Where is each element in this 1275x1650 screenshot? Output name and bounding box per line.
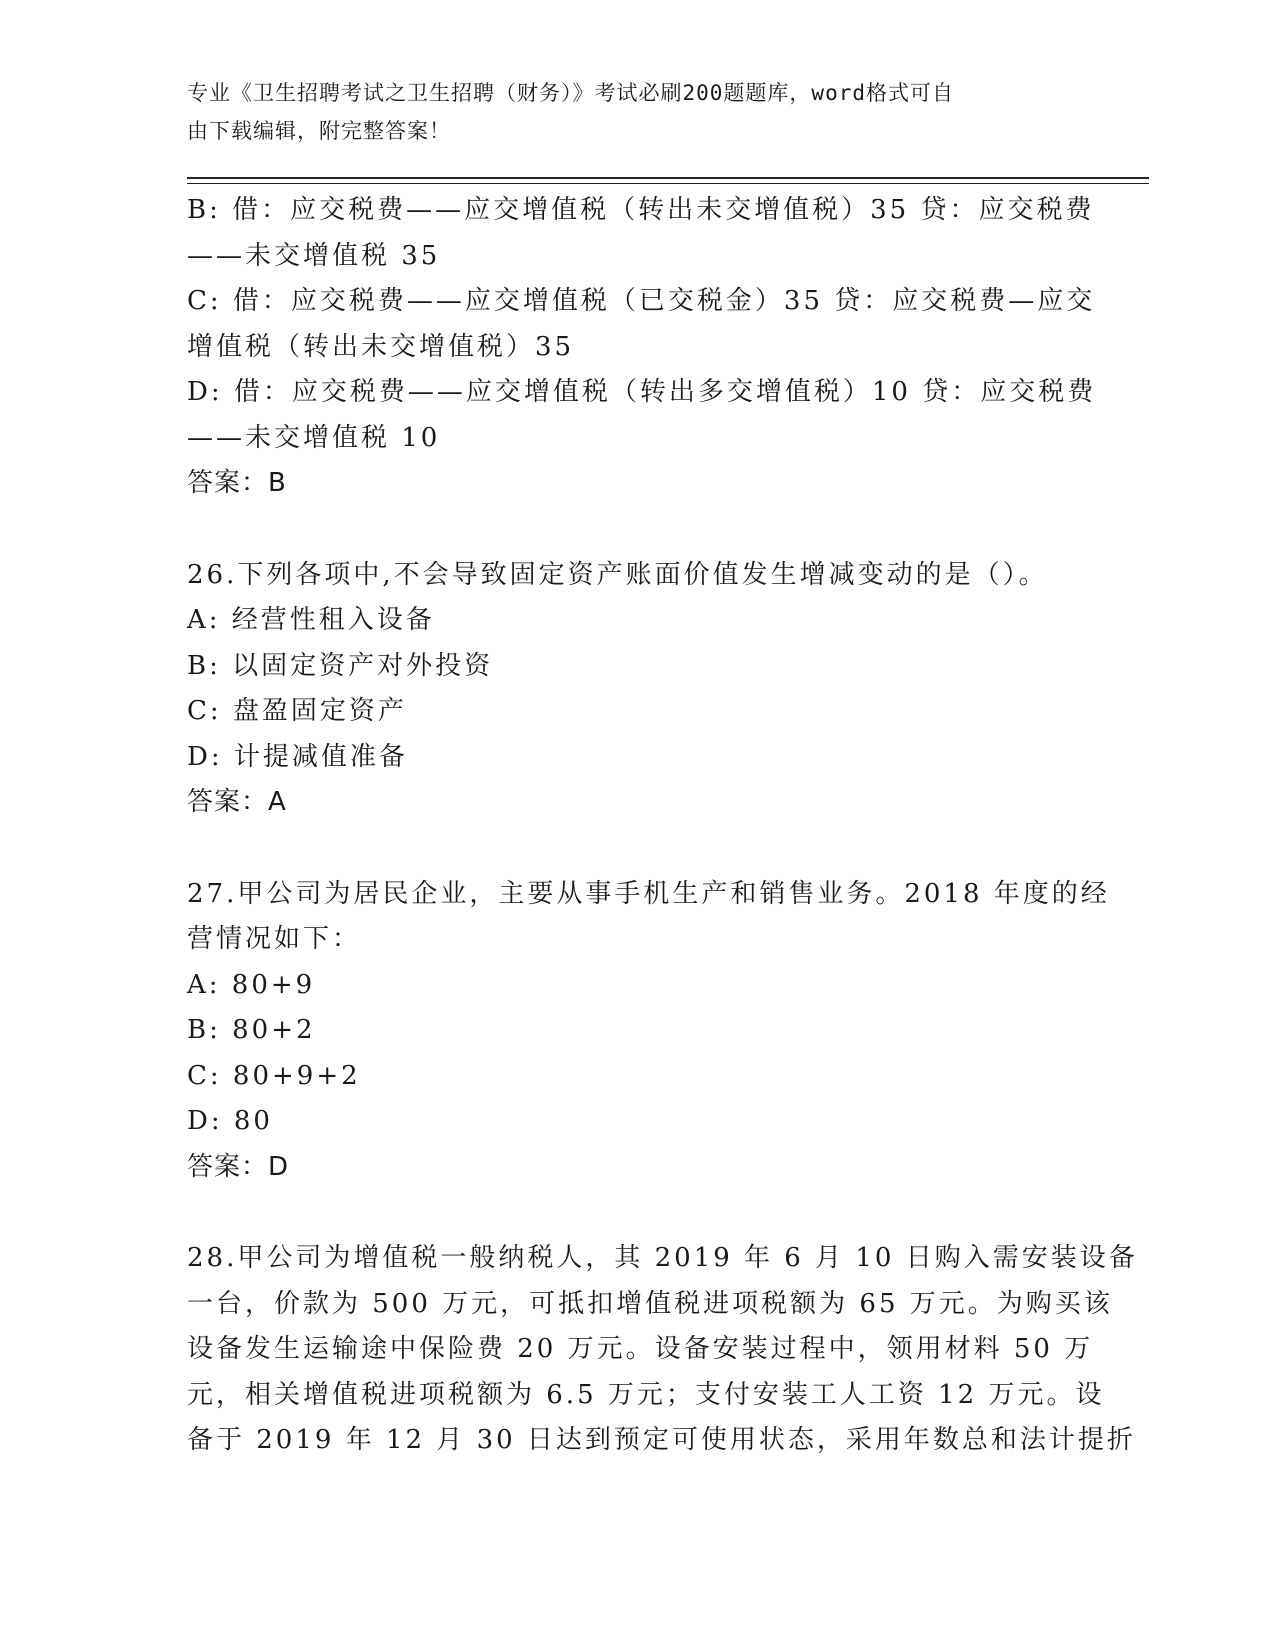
question-28 — [187, 1236, 1138, 1464]
spacer — [187, 826, 1087, 872]
q28-stem-line-3: 设备发生运输途中保险费 20 万元。设备安装过程中，领用材料 50 万 — [187, 1334, 1094, 1364]
q26-option-a: A: 经营性租入设备 — [187, 605, 435, 635]
q25-option-c-line-2: 增值税（转出未交增值税）35 — [187, 331, 575, 362]
q28-stem-line-2: 一台，价款为 500 万元，可抵扣增值税进项税额为 65 万元。为购买该 — [187, 1288, 1113, 1319]
header-rule-thin — [187, 183, 1149, 184]
q25-option-b-line-1: B: 借：应交税费——应交增值税（转出未交增值税）35 贷：应交税费 — [187, 195, 1095, 225]
q25-option-b-line-2: ——未交增值税 35 — [187, 240, 441, 271]
q27-answer: 答案：D — [187, 1151, 290, 1182]
q28-stem-line-1: 28.甲公司为增值税一般纳税人，其 2019 年 6 月 10 日购入需安装设备 — [187, 1243, 1138, 1273]
question-27 — [187, 872, 1110, 1191]
header-line-1: 专业《卫生招聘考试之卫生招聘（财务）》考试必刷200题题库，word格式可自 — [187, 81, 954, 105]
spacer — [187, 507, 1087, 553]
header-line-2: 由下载编辑，附完整答案！ — [187, 119, 451, 143]
q25-option-d-line-2: ——未交增值税 10 — [187, 422, 441, 453]
q27-option-d: D: 80 — [187, 1106, 273, 1136]
question-25 — [187, 188, 1097, 507]
q28-stem-line-5: 备于 2019 年 12 月 30 日达到预定可使用状态，采用年数总和法计提折 — [187, 1425, 1136, 1455]
q27-stem-line-2: 营情况如下： — [187, 924, 362, 954]
spacer — [187, 1190, 1087, 1236]
document-body — [187, 188, 1138, 1464]
document-header — [187, 74, 1067, 150]
q26-option-d: D: 计提减值准备 — [187, 741, 408, 772]
q26-stem: 26.下列各项中,不会导致固定资产账面价值发生增减变动的是（）。 — [187, 559, 1048, 590]
q26-option-b: B: 以固定资产对外投资 — [187, 650, 494, 681]
q25-option-c-line-1: C: 借：应交税费——应交增值税（已交税金）35 贷：应交税费—应交 — [187, 286, 1096, 316]
q27-option-b: B: 80+2 — [187, 1015, 316, 1045]
question-26 — [187, 553, 1087, 826]
q26-option-c: C: 盘盈固定资产 — [187, 696, 407, 726]
q27-option-a: A: 80+9 — [187, 969, 316, 1000]
q25-option-d-line-1: D: 借：应交税费——应交增值税（转出多交增值税）10 贷：应交税费 — [187, 377, 1097, 407]
q27-stem-line-1: 27.甲公司为居民企业，主要从事手机生产和销售业务。2018 年度的经 — [187, 878, 1110, 909]
header-rule-thick — [187, 177, 1149, 179]
q25-answer: 答案：B — [187, 468, 287, 498]
q27-option-c: C: 80+9+2 — [187, 1060, 361, 1091]
q28-stem-line-4: 元，相关增值税进项税额为 6.5 万元；支付安装工人工资 12 万元。设 — [187, 1379, 1105, 1410]
q26-answer: 答案：A — [187, 787, 287, 817]
